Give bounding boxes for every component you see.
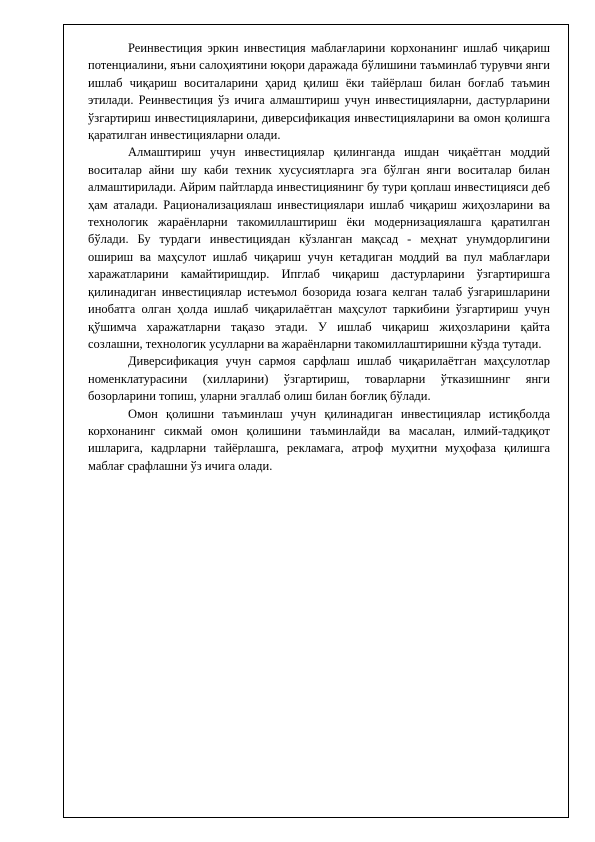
- paragraph-reinvestment: Реинвестиция эркин инвестиция маблағларини корхонанинг ишлаб чиқариш потенциалини, яъни салоҳиятини юқори даражада бўлишини таъминлаб турувчи янги ишлаб чиқариш воситаларини ҳарид қилиш ёки тайёрлаш билан боғлаб таъмин этилади. Реинвестиция ўз ичига алмаштириш учун инвестицияларни, дастурларини ўзгартириш инвестицияларини, диверсификация инвестицияларини ва омон қолишга қаратилган инвестицияларни олади.: [88, 41, 550, 143]
- paragraph-replacement-investments: Алмаштириш учун инвестициялар қилинганда ишдан чиқаётган моддий воситалар айни шу каби техник хусусиятларга эга бўлган янги воситалар билан алмаштирилади. Айрим пайтларда инвестициянинг бу тури қоплаш инвестицияси деб ҳам аталади. Рационализациялаш инвестициялари ишлаб чиқариш жиҳозларини ва технологик жараёнларни такомиллаштириш ёки модернизациялашга қаратилган бўлади. Бу турдаги инвестициядан кўзланган мақсад - меҳнат унумдорлигини ошириш ва маҳсулот ишлаб чиқариш учун кетадиган моддий ва пул маблағлари харажатларини камайтиришдир. Ипглаб чиқариш дастурларини ўзгартиришга қилинадиган инвестициялар истеъмол бозорида юзага келган талаб ўзгаришларини инобатга олган ҳолда ишлаб чиқарилаётган маҳсулот таркибини ўзгартириш учун қўшимча харажатларни тақазо этади. У ишлаб чиқариш жиҳозларини қайта созлашни, технологик усулларни ва жараёнларни такомиллаштиришни кўзда тутади.: [88, 145, 550, 351]
- document-body: [88, 40, 550, 475]
- paragraph-diversification: Диверсификация учун сармоя сарфлаш ишлаб чиқарилаётган маҳсулотлар номенклатурасини (хилларини) ўзгартириш, товарларни ўтказишнинг янги бозорларини топиш, уларни эгаллаб олиш билан боғлиқ бўлади.: [88, 354, 550, 404]
- paragraph-survival-investments: Омон қолишни таъминлаш учун қилинадиган инвестициялар истиқболда корхонанинг сикмай омон қолишини таъминлайди ва масалан, илмий-тадқиқот ишларига, кадрларни тайёрлашга, рекламага, атроф муҳитни муҳофаза қилишга маблағ срафлашни ўз ичига олади.: [88, 406, 550, 473]
